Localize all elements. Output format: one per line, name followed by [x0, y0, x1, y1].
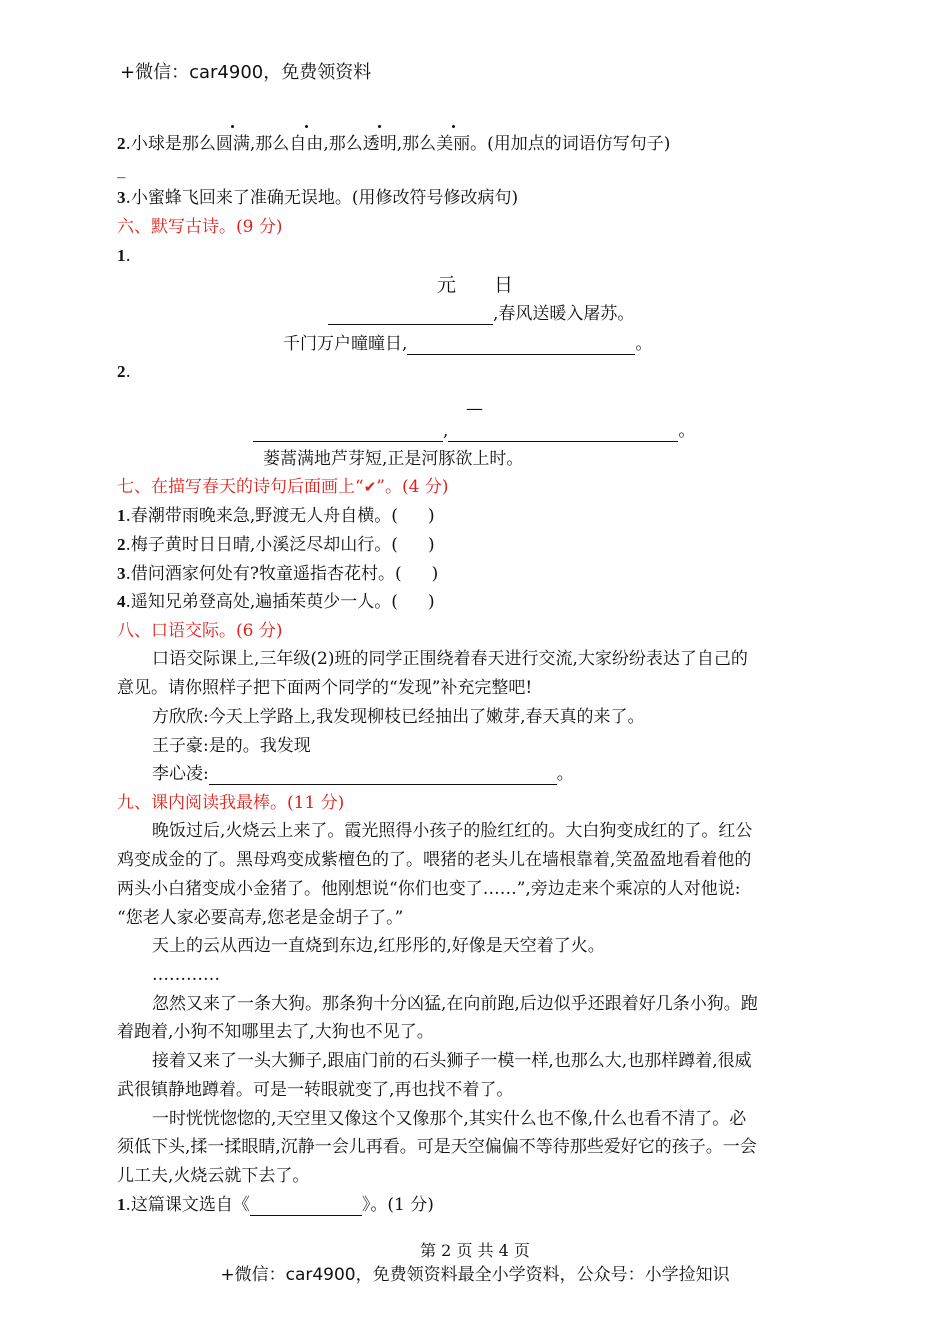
fill-blank[interactable]	[250, 1197, 362, 1216]
reading-ellipsis: …………	[152, 965, 220, 985]
fill-blank[interactable]	[328, 306, 493, 325]
reading-line: 着跑着,小狗不知哪里去了,大狗也不见了。	[117, 1022, 434, 1042]
reading-line: “您老人家必要高寿,您老是金胡子了。”	[117, 908, 404, 928]
dotted-word: 透明	[362, 134, 397, 154]
reading-line: 须低下头,揉一揉眼睛,沉静一会儿再看。可是天空偏偏不等待那些爱好它的孩子。一会	[117, 1137, 757, 1157]
reading-line: 鸡变成金的了。黑母鸡变成紫檀色的了。喂猪的老头儿在墙根靠着,笑盈盈地看着他的	[117, 850, 752, 870]
reading-line: 儿工夫,火烧云就下去了。	[117, 1166, 310, 1186]
question-6-1: 1.	[117, 246, 131, 266]
poem-1-line-1: ,春风送暖入屠苏。	[328, 303, 634, 325]
section-7-item: 3.借问酒家何处有?牧童遥指杏花村。( )	[117, 564, 439, 584]
reading-line: 武很镇静地蹲着。可是一转眼就变了,再也找不着了。	[117, 1080, 514, 1100]
fill-blank[interactable]	[407, 336, 635, 355]
poem-1-line-2: 千门万户曈曈日, 。	[283, 334, 653, 354]
section-8-heading: 八、口语交际。(6 分)	[117, 621, 283, 641]
footer-watermark: +微信：car4900，免费领资料最全小学资料，公众号：小学捡知识	[220, 1265, 730, 1285]
section-9-heading: 九、课内阅读我最棒。(11 分)	[117, 793, 345, 813]
question-number: 2	[117, 134, 126, 153]
header-watermark: +微信：car4900，免费领资料	[120, 62, 372, 83]
question-5-2: 2.小球是那么圆满,那么自由,那么透明,那么美丽。(用加点的词语仿写句子)	[117, 134, 671, 154]
question-number: 3	[117, 188, 126, 207]
section-7-item: 2.梅子黄时日日晴,小溪泛尽却山行。( )	[117, 535, 435, 555]
poem-2-line-1: , 。	[253, 420, 695, 442]
section-8-intro: 口语交际课上,三年级(2)班的同学正围绕着春天进行交流,大家纷纷表达了自己的	[152, 649, 748, 669]
poem-2-title-dash: —	[466, 399, 483, 419]
check-mark-icon: ✔	[363, 478, 377, 496]
section-7-item: 4.遥知兄弟登高处,遍插茱萸少一人。( )	[117, 592, 435, 612]
poem-2-line-2: 蒌蒿满地芦芽短,正是河豚欲上时。	[263, 449, 524, 469]
question-5-3: 3.小蜜蜂飞回来了准确无误地。(用修改符号修改病句)	[117, 188, 519, 208]
section-7-heading: 七、在描写春天的诗句后面画上“✔”。(4 分)	[117, 477, 449, 497]
section-6-heading: 六、默写古诗。(9 分)	[117, 217, 283, 237]
dialogue-li: 李心凌: 。	[152, 764, 574, 784]
fill-blank[interactable]	[448, 423, 678, 442]
dotted-word: 美丽	[436, 134, 471, 154]
reading-line: 忽然又来了一条大狗。那条狗十分凶猛,在向前跑,后边似乎还跟着好几条小狗。跑	[152, 994, 758, 1014]
answer-line[interactable]: _	[117, 159, 126, 179]
dotted-word: 圆满	[215, 134, 250, 154]
reading-line: 晚饭过后,火烧云上来了。霞光照得小孩子的脸红红的。大白狗变成红的了。红公	[152, 821, 753, 841]
poem-1-title: 元 日	[436, 274, 513, 296]
dialogue-fang: 方欣欣:今天上学路上,我发现柳枝已经抽出了嫩芽,春天真的来了。	[152, 707, 645, 727]
dotted-word: 自由	[289, 134, 324, 154]
section-8-intro: 意见。请你照样子把下面两个同学的“发现”补充完整吧!	[117, 678, 533, 698]
reading-line: 天上的云从西边一直烧到东边,红彤彤的,好像是天空着了火。	[152, 936, 605, 956]
question-6-2: 2.	[117, 362, 131, 382]
fill-blank[interactable]	[253, 423, 443, 442]
section-7-item: 1.春潮带雨晚来急,野渡无人舟自横。( )	[117, 506, 435, 526]
fill-blank[interactable]	[209, 766, 557, 785]
dialogue-wang: 王子豪:是的。我发现	[152, 736, 311, 756]
page-number: 第 2 页 共 4 页	[420, 1241, 530, 1260]
reading-line: 接着又来了一头大狮子,跟庙门前的石头狮子一模一样,也那么大,也那样蹲着,很威	[152, 1051, 752, 1071]
reading-line: 两头小白猪变成小金猪了。他刚想说“你们也变了……”,旁边走来个乘凉的人对他说:	[117, 879, 741, 899]
reading-line: 一时恍恍惚惚的,天空里又像这个又像那个,其实什么也不像,什么也看不清了。必	[152, 1109, 747, 1129]
question-9-1: 1.这篇课文选自《 》。(1 分)	[117, 1195, 434, 1215]
